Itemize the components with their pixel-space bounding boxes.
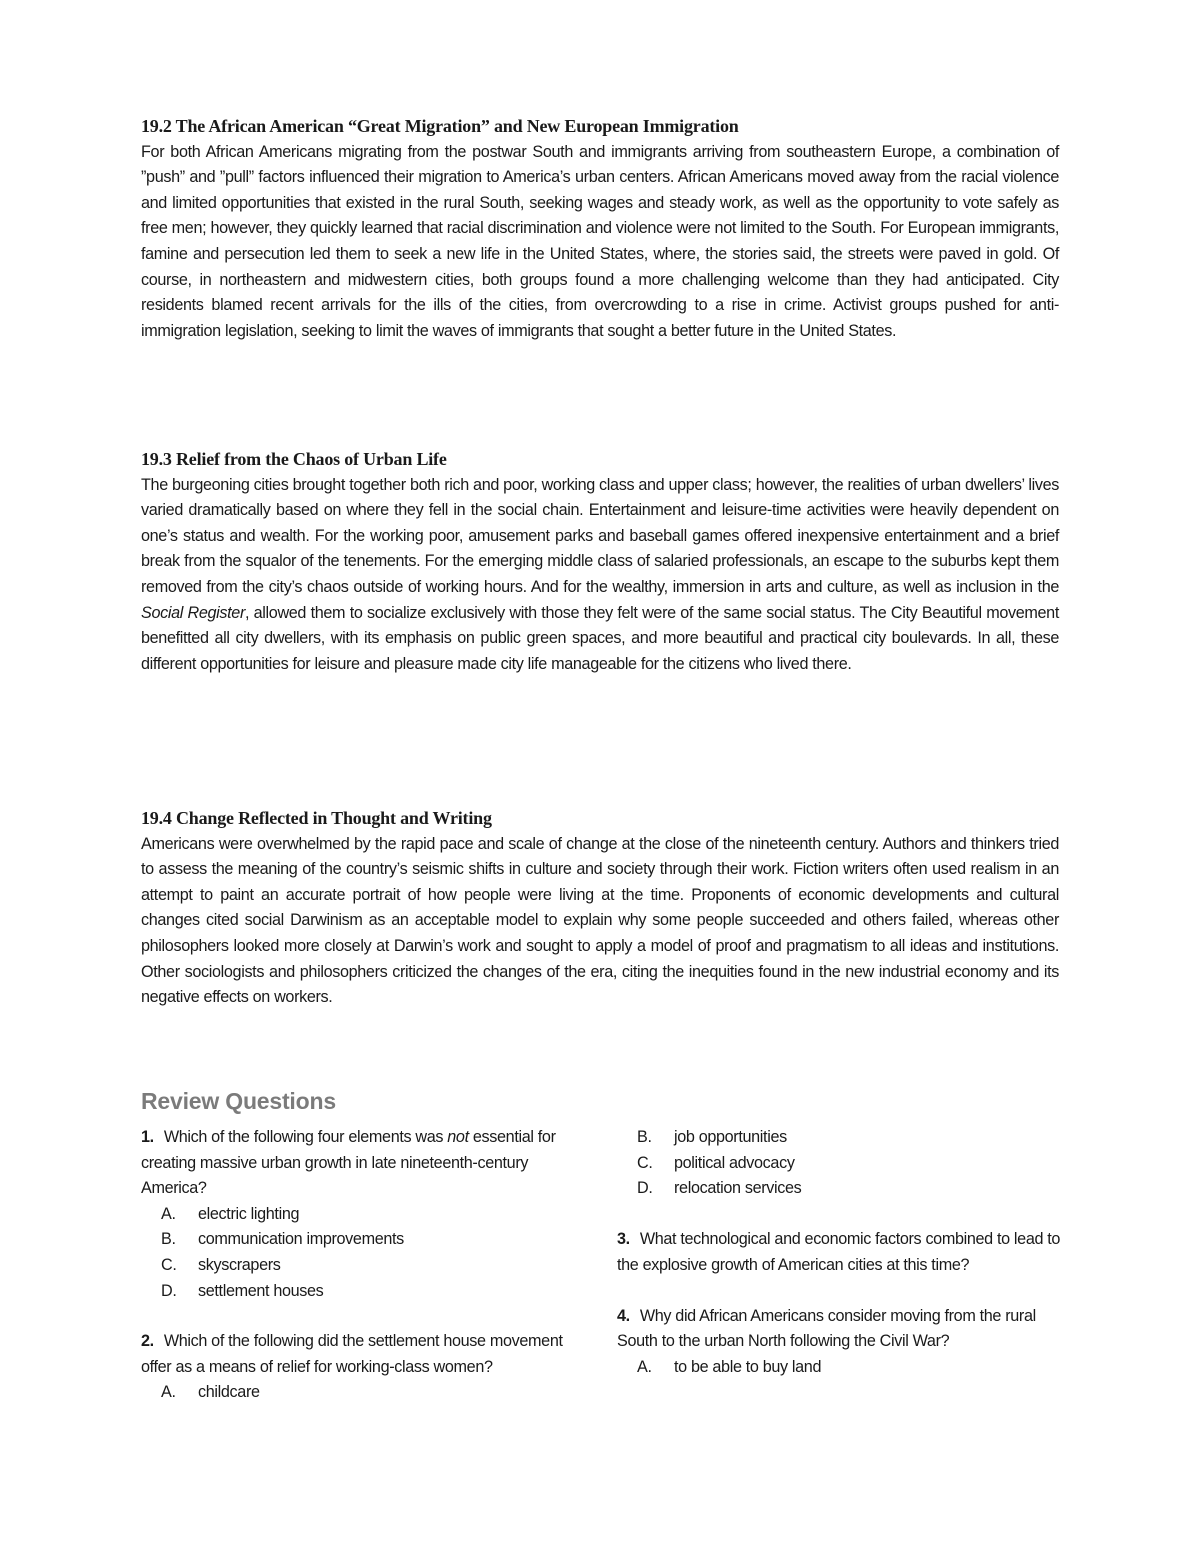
question-1	[141, 1125, 591, 1304]
section-body: Americans were overwhelmed by the rapid pace and scale of change at the close of the nineteenth century. Authors and thinkers tried to assess the meaning of the country’s seismic shifts in culture and society through their work. Fiction writers often used realism in an attempt to paint an accurate portrait of how people were living at the time. Proponents of economic developments and cultural changes cited social Darwinism as an acceptable model to explain why some people succeeded and others failed, whereas other philosophers looked more closely at Darwin’s work and sought to apply a model of proof and pragmatism to all ideas and institutions. Other sociologists and philosophers criticized the changes of the era, citing the inequities found in the new industrial economy and its negative effects on workers.	[141, 834, 1059, 1007]
question-number: 2.	[141, 1332, 154, 1351]
option-d: D. settlement houses	[161, 1281, 324, 1300]
option-c: C. political advocacy	[637, 1153, 795, 1172]
question-3	[617, 1227, 1067, 1278]
section-title: 19.3 Relief from the Chaos of Urban Life	[141, 449, 447, 469]
question-text: Why did African Americans consider moving from the rural South to the urban North following the Civil War?	[617, 1306, 1036, 1351]
section-19-2	[141, 114, 1059, 344]
option-c: C. skyscrapers	[161, 1255, 281, 1274]
italic-title-social-register: Social Register	[141, 603, 245, 622]
options-list	[141, 1380, 591, 1406]
option-b: B. communication improvements	[161, 1230, 404, 1249]
question-text: What technological and economic factors combined to lead to the explosive growth of American cities at this time?	[617, 1230, 1061, 1274]
option-a: A. electric lighting	[161, 1204, 300, 1223]
questions-column-left	[141, 1125, 591, 1431]
question-2	[141, 1329, 591, 1406]
question-text: essential for creating massive urban growth in late nineteenth-century America?	[141, 1128, 556, 1198]
section-19-4	[141, 806, 1059, 1011]
section-19-3	[141, 447, 1059, 677]
section-body	[141, 473, 1059, 678]
option-d: D. relocation services	[637, 1179, 802, 1198]
option-a: A. childcare	[161, 1383, 260, 1402]
question-4	[617, 1304, 1067, 1381]
option-a: A. to be able to buy land	[637, 1357, 822, 1376]
body-text: , allowed them to socialize exclusively with those they felt were of the same social status. The City Beautiful movement benefitted all city dwellers, with its emphasis on public green spaces, and more beautiful and practical city boulevards. In all, these different opportunities for leisure and pleasure made city life manageable for the citizens who lived there.	[141, 603, 1059, 673]
options-list-continued	[617, 1125, 1067, 1202]
section-title: 19.2 The African American “Great Migration” and New European Immigration	[141, 116, 739, 136]
question-text: Which of the following four elements was	[163, 1128, 448, 1146]
question-number: 1.	[141, 1128, 154, 1146]
section-body: For both African Americans migrating from the postwar South and immigrants arriving from southeastern Europe, a combination of ”push” and ”pull” factors influenced their migration to America’s urban centers. African Americans moved away from the racial violence and limited opportunities that existed in the rural South, seeking wages and steady work, as well as the opportunity to vote safely as free men; however, they quickly learned that racial discrimination and violence were not limited to the South. For European immigrants, famine and persecution led them to seek a new life in the United States, where, the stories said, the streets were paved in gold. Of course, in northeastern and midwestern cities, both groups found a more challenging welcome than they had anticipated. City residents blamed recent arrivals for the ills of the cities, from overcrowding to a rise in crime. Activist groups pushed for anti-immigration legislation, seeking to limit the waves of immigrants that sought a better future in the United States.	[141, 142, 1059, 340]
questions-column-right	[617, 1125, 1067, 1405]
question-text: Which of the following did the settlement house movement offer as a means of relief for working-class women?	[141, 1332, 563, 1376]
question-text-emphasis: not	[447, 1128, 469, 1146]
review-questions-heading: Review Questions	[141, 1088, 336, 1114]
options-list	[141, 1202, 591, 1304]
section-title: 19.4 Change Reflected in Thought and Writing	[141, 808, 492, 828]
options-list	[617, 1355, 1067, 1381]
question-number: 4.	[617, 1306, 630, 1325]
question-number: 3.	[617, 1230, 630, 1249]
option-b: B. job opportunities	[637, 1128, 787, 1146]
body-text: The burgeoning cities brought together both rich and poor, working class and upper class; however, the realities of urban dwellers’ lives varied dramatically based on where they fell in the social chain. Entertainment and leisure-time activities were heavily dependent on one’s status and wealth. For the working poor, amusement parks and baseball games offered inexpensive entertainment and a brief break from the squalor of the tenements. For the emerging middle class of salaried professionals, an escape to the suburbs kept them removed from the city’s chaos outside of working hours. And for the wealthy, immersion in arts and culture, as well as inclusion in the	[141, 475, 1059, 596]
